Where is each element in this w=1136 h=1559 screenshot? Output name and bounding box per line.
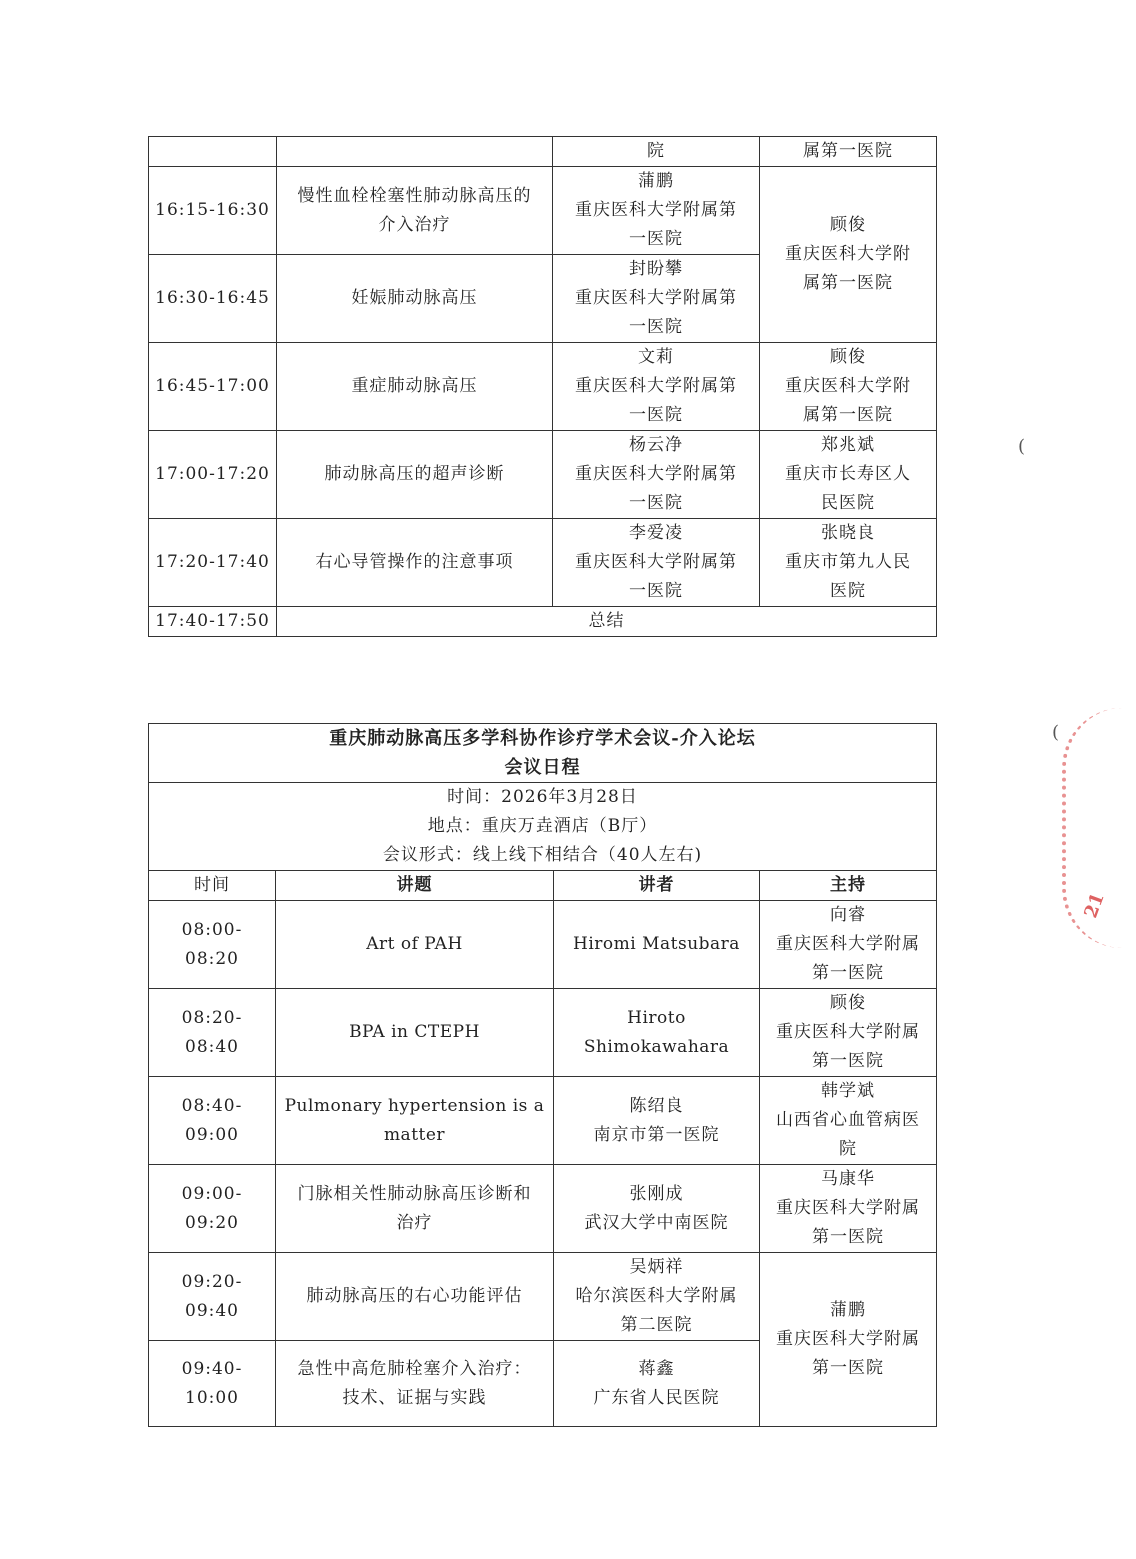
topic-cell: 急性中高危肺栓塞介入治疗： 技术、证据与实践: [276, 1341, 554, 1427]
speaker-cell: 吴炳祥 哈尔滨医科大学附属 第二医院: [554, 1253, 760, 1341]
time-cell: 16:15-16:30: [149, 167, 277, 255]
seal-stamp-text: 21: [1080, 890, 1109, 921]
speaker-cell: 文莉 重庆医科大学附属第 一医院: [553, 343, 760, 431]
host-cell: 蒲鹏 重庆医科大学附属 第一医院: [760, 1253, 937, 1427]
topic-cell: 肺动脉高压的右心功能评估: [276, 1253, 554, 1341]
time-cell: 09:00-09:20: [149, 1165, 276, 1253]
column-header-row: [149, 871, 937, 901]
topic-cell: 右心导管操作的注意事项: [277, 519, 553, 607]
table-row: [149, 1165, 937, 1253]
table-cell: [277, 137, 553, 167]
summary-row: [149, 607, 937, 637]
topic-cell: 肺动脉高压的超声诊断: [277, 431, 553, 519]
column-header-time: 时间: [149, 871, 276, 901]
topic-cell: 重症肺动脉高压: [277, 343, 553, 431]
time-cell: 16:45-17:00: [149, 343, 277, 431]
time-cell: 09:20-09:40: [149, 1253, 276, 1341]
table-cell: [149, 137, 277, 167]
speaker-cell: 李爱凌 重庆医科大学附属第 一医院: [553, 519, 760, 607]
host-cell: 向睿 重庆医科大学附属 第一医院: [760, 901, 937, 989]
time-cell: 17:20-17:40: [149, 519, 277, 607]
column-header-speaker: 讲者: [554, 871, 760, 901]
time-cell: 08:00-08:20: [149, 901, 276, 989]
speaker-cell: Hiromi Matsubara: [554, 901, 760, 989]
schedule-table: [148, 723, 937, 1427]
speaker-cell: 蒋鑫 广东省人民医院: [554, 1341, 760, 1427]
column-header-topic: 讲题: [276, 871, 554, 901]
table-row: [149, 901, 937, 989]
column-header-host: 主持: [760, 871, 937, 901]
speaker-cell: 蒲鹏 重庆医科大学附属第 一医院: [553, 167, 760, 255]
table-row: [149, 137, 937, 167]
time-cell: 08:40-09:00: [149, 1077, 276, 1165]
host-cell: 马康华 重庆医科大学附属 第一医院: [760, 1165, 937, 1253]
speaker-cell: 陈绍良 南京市第一医院: [554, 1077, 760, 1165]
topic-cell: Art of PAH: [276, 901, 554, 989]
table-row: [149, 1253, 937, 1341]
table-row: [149, 989, 937, 1077]
info-row: [149, 783, 937, 871]
topic-cell: 门脉相关性肺动脉高压诊断和 治疗: [276, 1165, 554, 1253]
time-cell: 17:00-17:20: [149, 431, 277, 519]
host-cell: 张晓良 重庆市第九人民 医院: [760, 519, 937, 607]
scan-mark: (: [1052, 722, 1060, 743]
meeting-info: 时间：2026年3月28日 地点：重庆万垚酒店（B厅） 会议形式：线上线下相结合（40人左右): [149, 783, 937, 871]
speaker-cell: 张刚成 武汉大学中南医院: [554, 1165, 760, 1253]
host-cell: 属第一医院: [760, 137, 937, 167]
host-cell: 顾俊 重庆医科大学附 属第一医院: [760, 343, 937, 431]
scan-mark: (: [1018, 436, 1026, 457]
topic-cell: 妊娠肺动脉高压: [277, 255, 553, 343]
schedule-table-continued: [148, 136, 937, 637]
time-cell: 09:40-10:00: [149, 1341, 276, 1427]
host-cell: 顾俊 重庆医科大学附属 第一医院: [760, 989, 937, 1077]
speaker-cell: 杨云净 重庆医科大学附属第 一医院: [553, 431, 760, 519]
host-cell: 郑兆斌 重庆市长寿区人 民医院: [760, 431, 937, 519]
speaker-cell: Hiroto Shimokawahara: [554, 989, 760, 1077]
time-cell: 08:20-08:40: [149, 989, 276, 1077]
speaker-cell: 院: [553, 137, 760, 167]
schedule-title: 重庆肺动脉高压多学科协作诊疗学术会议-介入论坛 会议日程: [149, 724, 937, 783]
time-cell: 17:40-17:50: [149, 607, 277, 637]
host-cell: 顾俊 重庆医科大学附 属第一医院: [760, 167, 937, 343]
table-row: [149, 167, 937, 255]
speaker-cell: 封盼攀 重庆医科大学附属第 一医院: [553, 255, 760, 343]
time-cell: 16:30-16:45: [149, 255, 277, 343]
host-cell: 韩学斌 山西省心血管病医 院: [760, 1077, 937, 1165]
title-row: [149, 724, 937, 783]
topic-cell: 慢性血栓栓塞性肺动脉高压的 介入治疗: [277, 167, 553, 255]
table-row: [149, 1077, 937, 1165]
topic-cell: Pulmonary hypertension is a matter: [276, 1077, 554, 1165]
table-row: [149, 519, 937, 607]
table-row: [149, 431, 937, 519]
summary-cell: 总结: [277, 607, 937, 637]
table-row: [149, 343, 937, 431]
topic-cell: BPA in CTEPH: [276, 989, 554, 1077]
